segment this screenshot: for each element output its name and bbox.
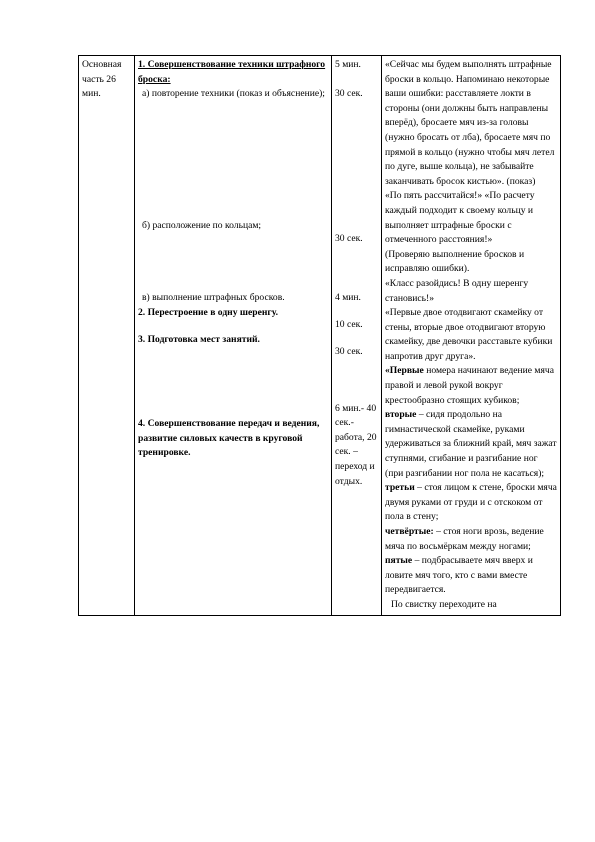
time-7: 6 мин.- 40 сек.- работа, 20 сек. – переход и отдых. [335,402,377,487]
station-4-label: четвёртые: [385,526,434,537]
item1-c: в) выполнение штрафных бросков. [142,292,285,304]
time-4: 4 мин. [335,291,361,303]
station-2-text: – сидя продольно на гимнастической скамейке, руками удерживаться за ближний край, мяч зажат ступнями, сгибание и разгибание ног (при разгибании ног пола не касаться); [385,409,557,479]
item3: 3. Подготовка мест занятий. [138,333,260,345]
time-5: 10 сек. [335,319,363,331]
item4: 4. Совершенствование передач и ведения, развитие силовых качеств в круговой тренировке. [138,418,320,459]
station-3-label: третьи [385,482,415,494]
station-1 [385,364,557,408]
item2: 2. Перестроение в одну шеренгу. [138,306,278,318]
station-5-label: пятые [385,555,413,567]
table-row [79,56,561,616]
station-3 [385,481,557,525]
station-1-text: номера начинают ведение мяча правой и левой рукой вокруг крестообразно стоящих кубиков; [385,365,554,406]
time-3: 30 сек. [335,233,363,245]
item1-b: б) расположение по кольцам; [142,219,262,231]
part-cell [79,56,135,616]
remark-last: По свистку переходите на [391,598,497,610]
remark-5: «Первые двое отодвигают скамейку от стены, вторые двое отодвигают вторую скамейку, две девочки расставьте кубики напротив друг друга». [385,307,553,362]
station-3-text: – стоя лицом к стене, броски мяча двумя руками от груди и с отскоком от пола в стену; [385,482,557,523]
time-2: 30 сек. [335,87,363,99]
item1-title: 1. Совершенствование техники штрафного броска: [138,59,326,85]
station-4-text: – стоя ноги врозь, ведение мяча по восьмёркам между ногами; [385,526,544,552]
remark-2: «По пять рассчитайся!» «По расчету каждый подходит к своему кольцу и выполняет штрафные броски с отмеченного расстояния!» [385,190,535,246]
remarks-cell [382,56,561,616]
remark-3: (Проверяю выполнение бросков и исправляю ошибки). [385,248,525,275]
station-4 [385,525,557,554]
station-5 [385,554,557,598]
station-5-text: – подбрасываете мяч вверх и ловите мяч того, кто с вами вместе передвигается. [385,555,533,596]
station-2-label: вторые [385,409,417,421]
time-cell [332,56,382,616]
time-6: 30 сек. [335,345,363,357]
item1-a: а) повторение техники (показ и объяснение); [142,88,325,100]
lesson-plan-table [78,55,561,616]
station-2 [385,408,557,481]
remark-4: «Класс разойдись! В одну шеренгу становись!» [385,277,529,304]
remark-1: «Сейчас мы будем выполнять штрафные броски в кольцо. Напоминаю некоторые ваши ошибки: расставляете локти в стороны (они должны быть направлены вперёд), бросаете мяч из-за головы (нужно бросать от лба), бросаете мяч по прямой в кольцо (нужно чтобы мяч летел по дуге, выше кольца), не забывайте заканчивать бросок кистью». (показ) [385,59,555,187]
content-cell [135,56,332,616]
station-1-label: «Первые [385,365,424,377]
time-1: 5 мин. [335,59,361,70]
part-label: Основная часть 26 мин. [82,59,122,100]
